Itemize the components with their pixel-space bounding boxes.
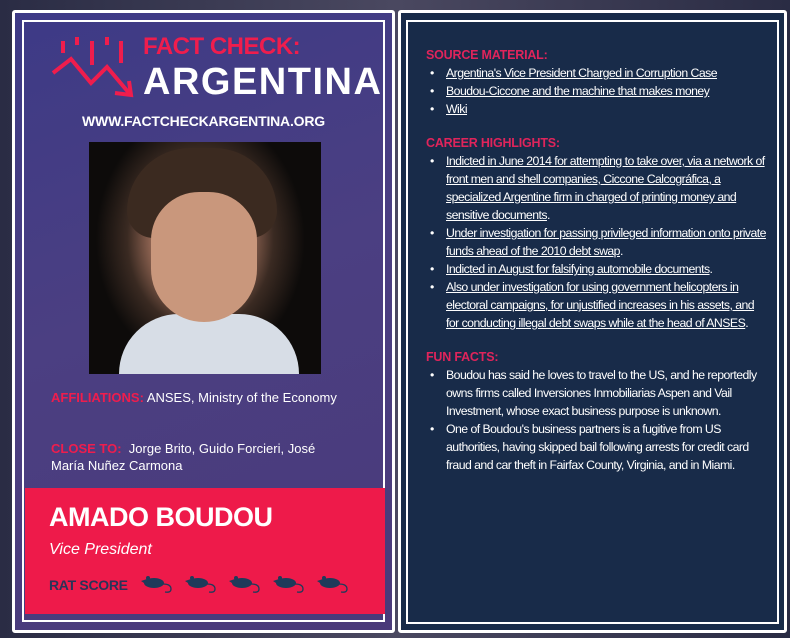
career-heading: CAREER HIGHLIGHTS: <box>426 136 560 150</box>
rat-icon <box>139 574 175 594</box>
rat-icon <box>183 574 219 594</box>
source-link[interactable]: Indicted in August for falsifying automobile documents <box>446 262 710 276</box>
fun-facts-heading: FUN FACTS: <box>426 350 499 364</box>
list-item[interactable]: • Under investigation for passing privileged information onto private funds ahead of the 2010 debt swap. <box>426 224 766 260</box>
list-item[interactable] <box>426 100 766 118</box>
source-link[interactable]: Wiki <box>446 102 468 116</box>
source-list <box>426 64 766 118</box>
rat-score <box>139 574 351 594</box>
source-heading: SOURCE MATERIAL: <box>426 48 548 62</box>
falling-chart-logo-icon <box>49 33 139 103</box>
country-heading: ARGENTINA <box>143 61 383 103</box>
site-url: WWW.FACTCHECKARGENTINA.ORG <box>82 113 325 129</box>
name-panel <box>25 488 385 614</box>
list-item: • One of Boudou's business partners is a fugitive from US authorities, having skipped bail following arrests for credit card fraud and car theft in Fairfax County, Virginia, and in Miami. <box>426 420 766 474</box>
list-item[interactable]: • Indicted in August for falsifying automobile documents. <box>426 260 766 278</box>
list-item[interactable] <box>426 64 766 82</box>
source-link[interactable]: Under investigation for passing privileged information onto private funds ahead of the 2010 debt swap <box>446 226 766 258</box>
source-link[interactable]: Indicted in June 2014 for attempting to take over, via a network of front men and shell companies, Ciccone Calcográfica, a specialized Argentine firm in charged of printing money and sensitive documents <box>446 154 765 222</box>
person-name: AMADO BOUDOU <box>49 502 273 532</box>
list-item[interactable]: • Indicted in June 2014 for attempting to take over, via a network of front men and shell companies, Ciccone Calcográfica, a specialized Argentine firm in charged of printing money and sensitive documents. <box>426 152 766 224</box>
profile-photo <box>89 142 321 374</box>
list-item[interactable]: • Also under investigation for using government helicopters in electoral campaigns, for unjustified increases in his assets, and for conducting illegal debt swaps while at the head of ANSES. <box>426 278 766 332</box>
source-link[interactable]: Boudou-Ciccone and the machine that makes money <box>446 84 710 98</box>
rat-score-label: RAT SCORE <box>49 577 128 593</box>
source-link[interactable]: Also under investigation for using government helicopters in electoral campaigns, for unjustified increases in his assets, and for conducting illegal debt swaps while at the head of ANSES <box>446 280 755 330</box>
rat-icon <box>227 574 263 594</box>
source-link[interactable]: Argentina's Vice President Charged in Corruption Case <box>446 66 717 80</box>
list-item[interactable] <box>426 82 766 100</box>
person-title: Vice President <box>49 541 152 558</box>
list-item: • Boudou has said he loves to travel to the US, and he reportedly owns firms called Inversiones Inmobiliarias Aspen and Vail Investment, whose exact business purpose is unknown. <box>426 366 766 420</box>
close-to: CLOSE TO: Jorge Brito, Guido Forcieri, José María Nuñez Carmona <box>51 441 316 473</box>
rat-icon <box>315 574 351 594</box>
fun-facts-list <box>426 366 766 474</box>
affiliations: AFFILIATIONS: ANSES, Ministry of the Economy <box>51 390 337 405</box>
profile-card <box>12 10 395 633</box>
fact-check-heading: FACT CHECK: <box>143 33 301 60</box>
details-card <box>398 10 787 633</box>
rat-icon <box>271 574 307 594</box>
career-list <box>426 152 766 332</box>
